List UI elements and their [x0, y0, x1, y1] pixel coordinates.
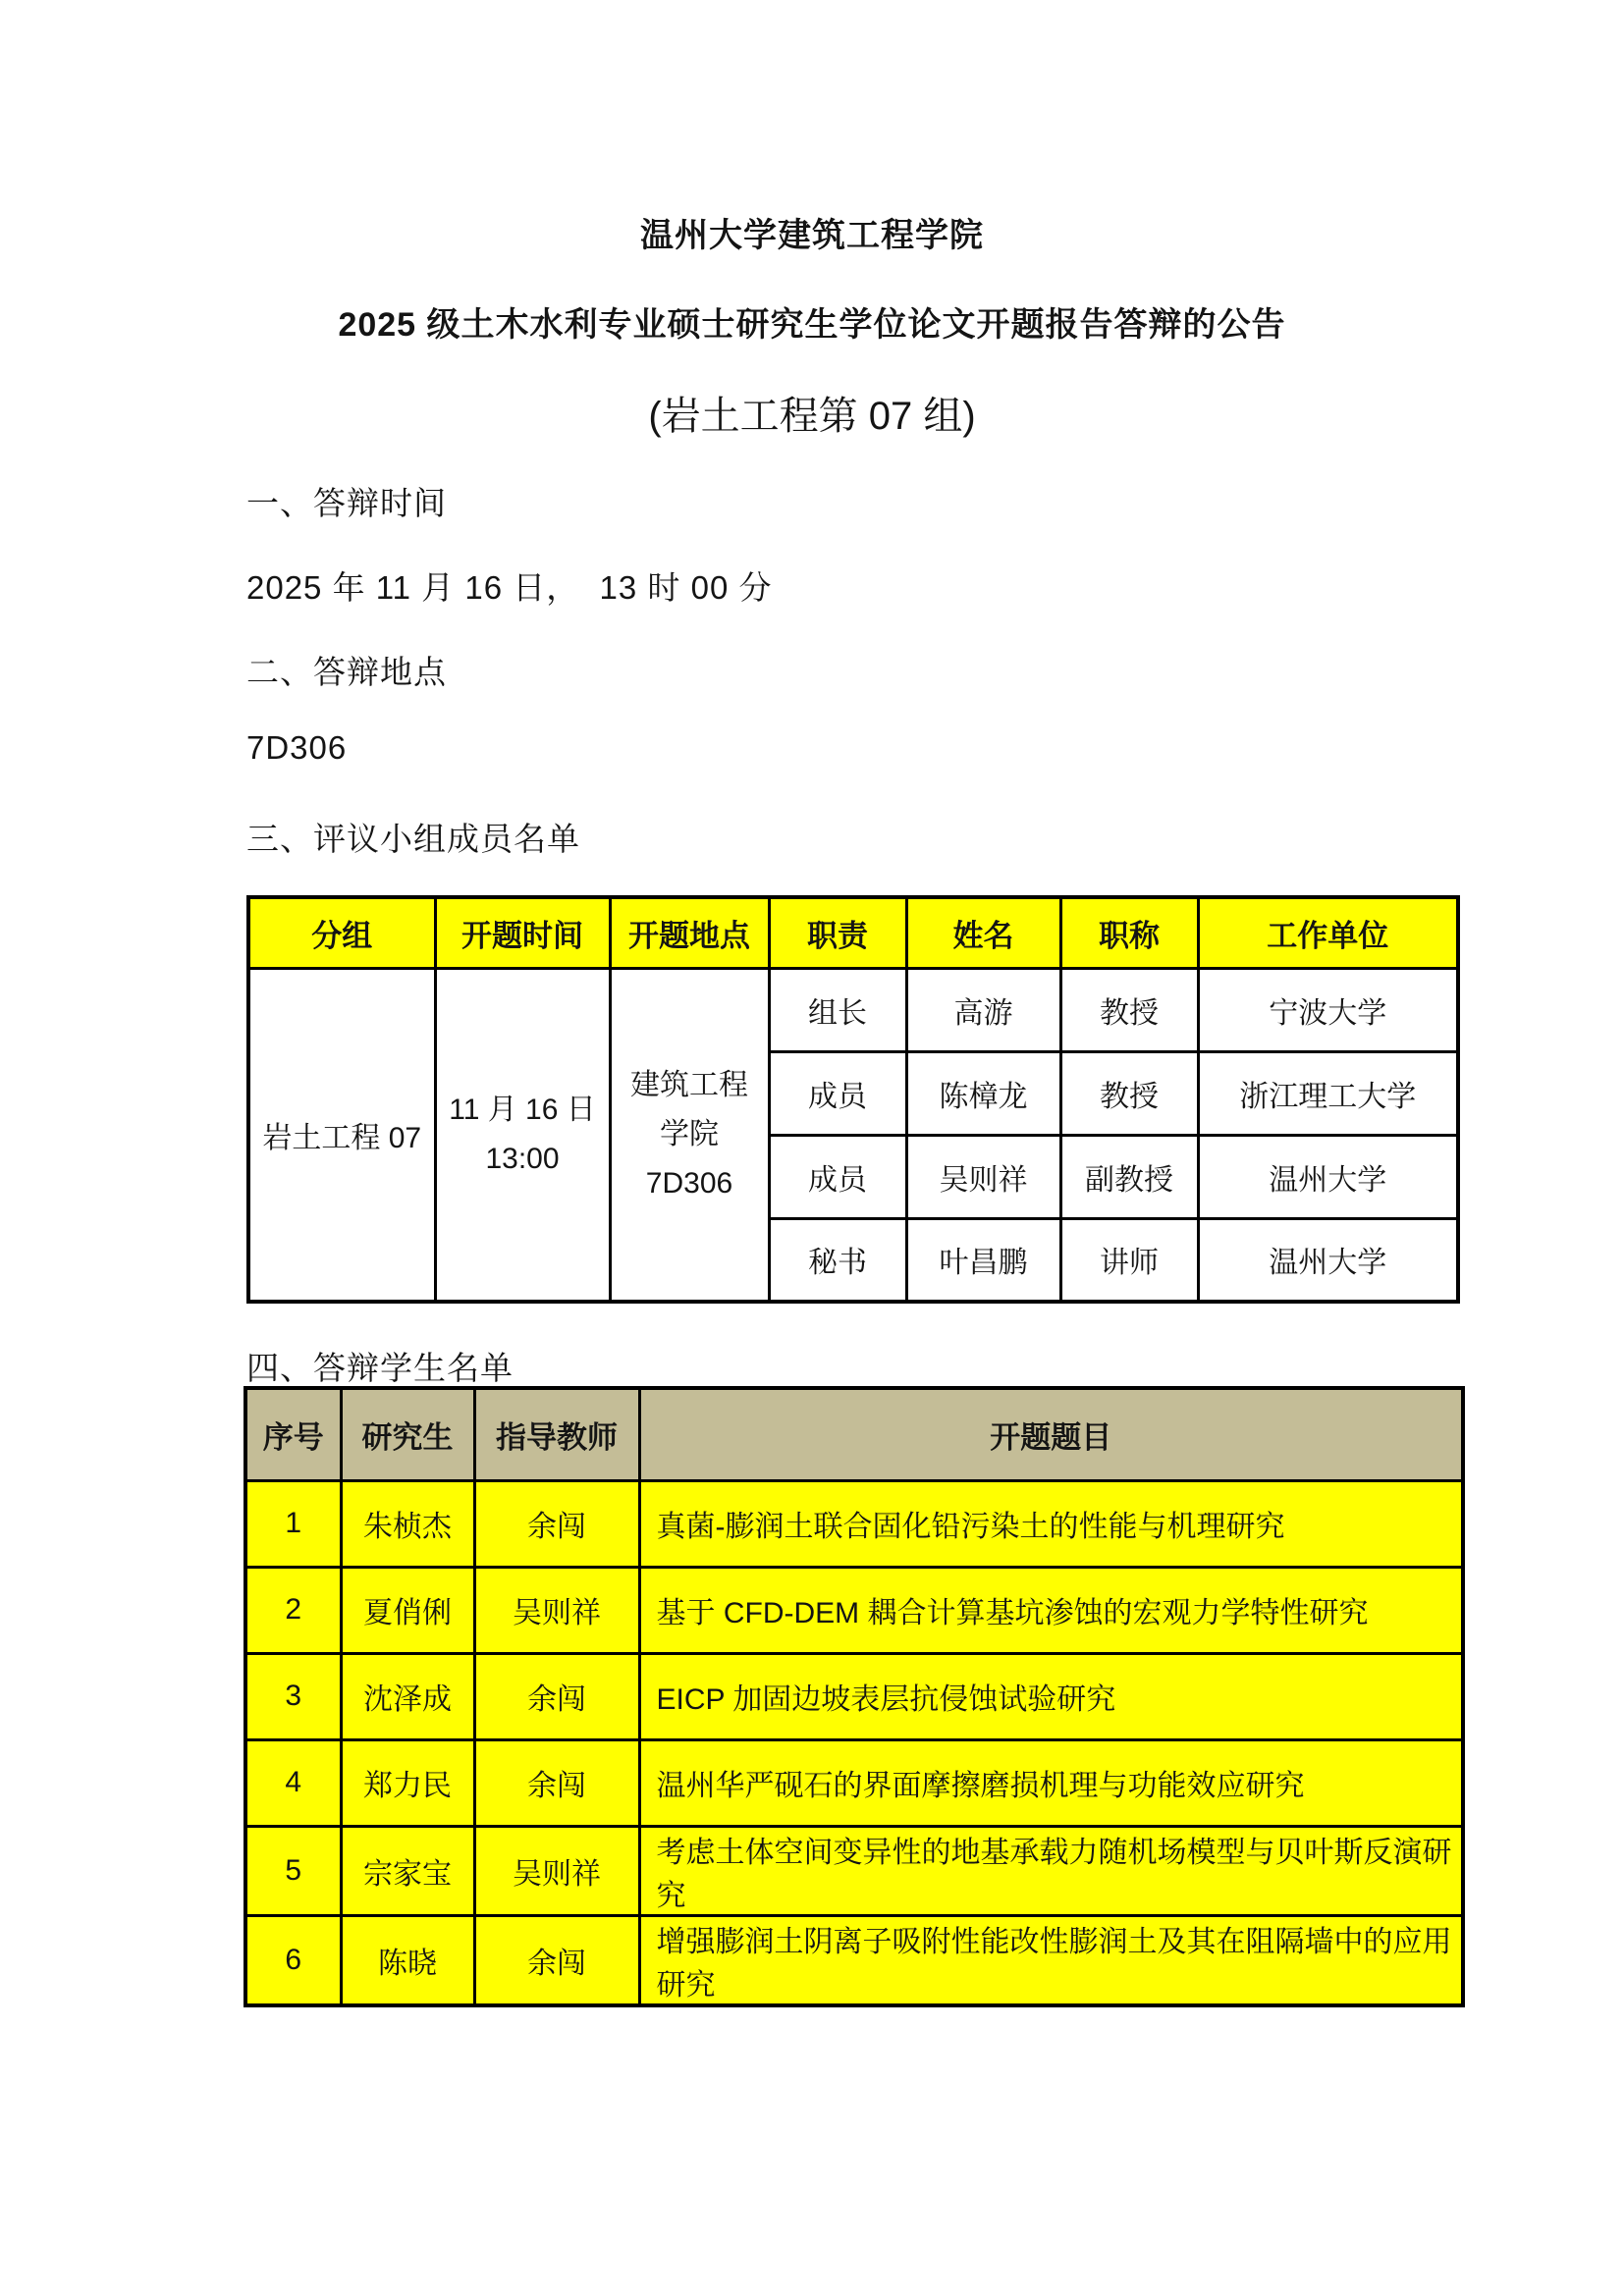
announcement-title: 2025 级土木水利专业硕士研究生学位论文开题报告答辩的公告 [338, 306, 1286, 344]
student-no: 3 [245, 1653, 341, 1739]
committee-header-group: 分组 [248, 897, 435, 968]
committee-time-cell [435, 968, 610, 1302]
member-title: 教授 [1060, 1051, 1198, 1135]
committee-header-affiliation: 工作单位 [1198, 897, 1458, 968]
section-heading-defense-time: 一、答辩时间 [246, 485, 447, 521]
member-title: 讲师 [1060, 1218, 1198, 1302]
student-name: 朱桢杰 [341, 1480, 474, 1567]
committee-group-cell: 岩土工程 07 [248, 968, 435, 1302]
committee-location-line: 学院 [660, 1117, 719, 1150]
student-advisor: 余闯 [474, 1915, 639, 2005]
committee-header-location: 开题地点 [610, 897, 769, 968]
student-advisor: 吴则祥 [474, 1567, 639, 1653]
member-affiliation: 宁波大学 [1198, 968, 1458, 1051]
committee-header-role: 职责 [769, 897, 906, 968]
students-table [244, 1386, 1465, 2007]
committee-location-cell [610, 968, 769, 1302]
student-row [245, 1567, 1463, 1653]
student-name: 夏俏俐 [341, 1567, 474, 1653]
student-topic: 真菌-膨润土联合固化铅污染土的性能与机理研究 [639, 1480, 1463, 1567]
student-topic: 基于 CFD-DEM 耦合计算基坑渗蚀的宏观力学特性研究 [639, 1567, 1463, 1653]
student-no: 1 [245, 1480, 341, 1567]
committee-header-name: 姓名 [906, 897, 1060, 968]
student-row [245, 1826, 1463, 1915]
student-advisor: 吴则祥 [474, 1826, 639, 1915]
member-name: 吴则祥 [906, 1135, 1060, 1218]
student-no: 2 [245, 1567, 341, 1653]
student-name: 郑力民 [341, 1739, 474, 1826]
member-role: 成员 [769, 1135, 906, 1218]
member-affiliation: 温州大学 [1198, 1135, 1458, 1218]
student-no: 4 [245, 1739, 341, 1826]
committee-row [248, 968, 1458, 1051]
student-row [245, 1480, 1463, 1567]
member-affiliation: 温州大学 [1198, 1218, 1458, 1302]
student-row [245, 1915, 1463, 2005]
committee-table [246, 895, 1460, 1304]
page-title: 温州大学建筑工程学院 [640, 217, 984, 254]
section-heading-students: 四、答辩学生名单 [246, 1350, 514, 1386]
student-row [245, 1739, 1463, 1826]
student-topic: 增强膨润土阴离子吸附性能改性膨润土及其在阻隔墙中的应用研究 [639, 1915, 1463, 2005]
member-name: 叶昌鹏 [906, 1218, 1060, 1302]
student-topic: EICP 加固边坡表层抗侵蚀试验研究 [639, 1653, 1463, 1739]
committee-header-time: 开题时间 [435, 897, 610, 968]
committee-header-row [248, 897, 1458, 968]
students-header-topic: 开题题目 [639, 1388, 1463, 1480]
committee-time-line: 11 月 16 日 [449, 1093, 596, 1126]
defense-time-value: 2025 年 11 月 16 日， 13 时 00 分 [246, 569, 773, 606]
section-heading-defense-location: 二、答辩地点 [246, 654, 447, 690]
students-header-student: 研究生 [341, 1388, 474, 1480]
student-advisor: 余闯 [474, 1653, 639, 1739]
student-name: 宗家宝 [341, 1826, 474, 1915]
student-row [245, 1653, 1463, 1739]
committee-location-line: 7D306 [645, 1166, 733, 1200]
student-advisor: 余闯 [474, 1480, 639, 1567]
member-title: 教授 [1060, 968, 1198, 1051]
student-advisor: 余闯 [474, 1739, 639, 1826]
student-no: 6 [245, 1915, 341, 2005]
member-role: 秘书 [769, 1218, 906, 1302]
students-header-advisor: 指导教师 [474, 1388, 639, 1480]
member-affiliation: 浙江理工大学 [1198, 1051, 1458, 1135]
member-name: 陈樟龙 [906, 1051, 1060, 1135]
student-name: 沈泽成 [341, 1653, 474, 1739]
student-no: 5 [245, 1826, 341, 1915]
students-header-row [245, 1388, 1463, 1480]
committee-time-line: 13:00 [485, 1142, 560, 1175]
group-subtitle: (岩土工程第 07 组) [648, 395, 976, 438]
student-name: 陈晓 [341, 1915, 474, 2005]
committee-location-line: 建筑工程 [630, 1068, 748, 1101]
defense-location-value: 7D306 [246, 729, 348, 766]
member-role: 组长 [769, 968, 906, 1051]
students-header-no: 序号 [245, 1388, 341, 1480]
section-heading-committee: 三、评议小组成员名单 [246, 821, 580, 857]
member-name: 高游 [906, 968, 1060, 1051]
committee-header-title: 职称 [1060, 897, 1198, 968]
student-topic: 考虑土体空间变异性的地基承载力随机场模型与贝叶斯反演研究 [639, 1826, 1463, 1915]
member-title: 副教授 [1060, 1135, 1198, 1218]
student-topic: 温州华严砚石的界面摩擦磨损机理与功能效应研究 [639, 1739, 1463, 1826]
member-role: 成员 [769, 1051, 906, 1135]
